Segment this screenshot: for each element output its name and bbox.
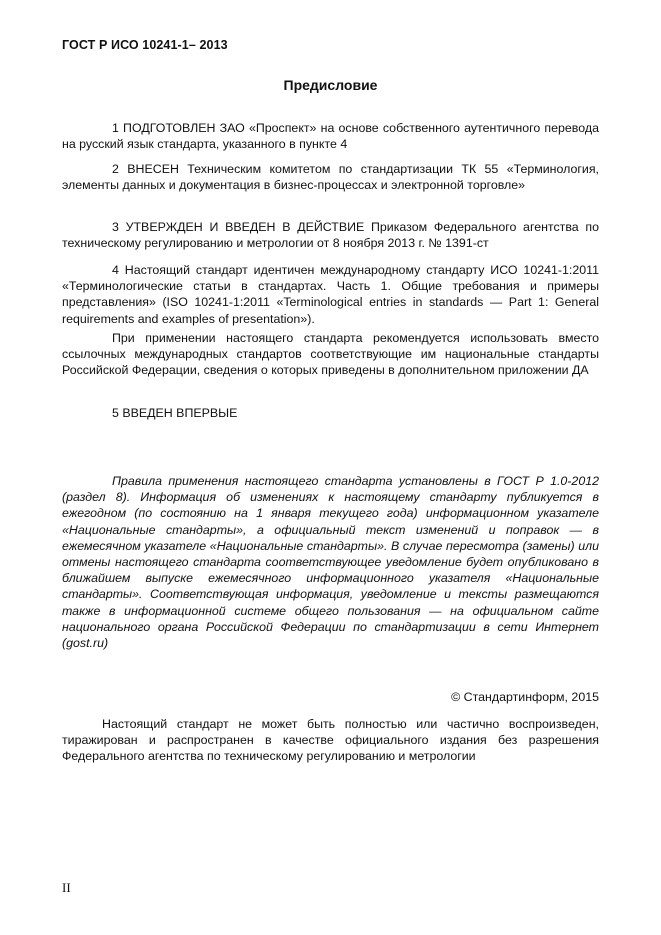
page-number: II — [62, 880, 71, 895]
preface-item-4-note — [62, 330, 599, 379]
paragraph-text: 3 УТВЕРЖДЕН И ВВЕДЕН В ДЕЙСТВИЕ Приказом Федерального агентства по техническому регулированию и метрологии от 8 ноября 2013 г. № 1391-ст — [62, 220, 599, 251]
preface-item-4 — [62, 262, 599, 327]
paragraph-text: 2 ВНЕСЕН Техническим комитетом по стандартизации ТК 55 «Терминология, элементы данных и документация в бизнес-процессах и электронной торговле» — [62, 162, 599, 193]
document-header: ГОСТ Р ИСО 10241-1– 2013 — [62, 38, 228, 52]
preface-item-5 — [62, 405, 599, 421]
paragraph-text: При применении настоящего стандарта рекомендуется использовать вместо ссылочных международных стандартов соответствующие им национальные стандарты Российской Федерации, сведения о которых приведены в дополнительном приложении ДА — [62, 331, 599, 378]
paragraph-text: 5 ВВЕДЕН ВПЕРВЫЕ — [112, 406, 238, 420]
paragraph-text: 1 ПОДГОТОВЛЕН ЗАО «Проспект» на основе собственного аутентичного перевода на русский язык стандарта, указанного в пункте 4 — [62, 121, 599, 152]
paragraph-text: 4 Настоящий стандарт идентичен международному стандарту ИСО 10241-1:2011 «Терминологические статьи в стандартах. Часть 1. Общие требования и примеры представления» (ISO 10241-1:2011 «Terminological entries in standards — Part 1: General requirements and examples of presentation»). — [62, 263, 599, 326]
copyright-line: © Стандартинформ, 2015 — [451, 690, 599, 704]
preface-item-2 — [62, 161, 599, 193]
reproduction-text: Настоящий стандарт не может быть полностью или частично воспроизведен, тиражирован и распространен в качестве официального издания без разрешения Федерального агентства по техническому регулированию и метрологии — [62, 717, 599, 764]
notice-text: Правила применения настоящего стандарта установлены в ГОСТ Р 1.0-2012 (раздел 8). Информация об изменениях к настоящему стандарту публикуется в ежегодном (по состоянию на 1 января текущего года) информационном указателе «Национальные стандарты», а официальный текст изменений и поправок — в ежемесячном указателе «Национальные стандарты». В случае пересмотра (замены) или отмены настоящего стандарта соответствующее уведомление будет опубликовано в ближайшем выпуске ежемесячного информационного указателя «Национальные стандарты». Соответствующая информация, уведомление и тексты размещаются также в информационной системе общего пользования — на официальном сайте национального органа Российской Федерации по стандартизации в сети Интернет (gost.ru) — [62, 474, 599, 651]
application-rules-notice — [62, 473, 599, 651]
preface-item-3 — [62, 219, 599, 251]
reproduction-notice — [62, 716, 599, 765]
page-title: Предисловие — [283, 77, 378, 93]
preface-item-1 — [62, 120, 599, 152]
